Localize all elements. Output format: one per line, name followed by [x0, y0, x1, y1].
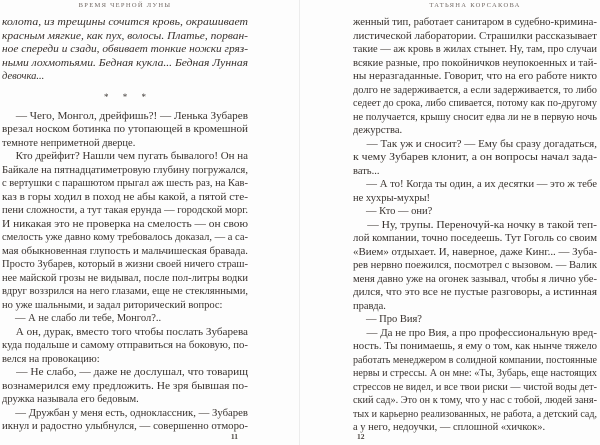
- text-line: красным мягкие, как пух, волосы. Платье, порван-: [2, 30, 249, 42]
- text-line: дился, что это все не пустые разговоры, а истинная: [353, 287, 597, 298]
- text-line: Байкале на пятнадцатиметровую глубину погружался,: [2, 164, 249, 176]
- paragraph: [2, 312, 248, 326]
- text-line: вдруг воззрился на него глазами, еще не стеклянными,: [2, 286, 249, 297]
- text-line: — Так уж и сносит? — Ему бы сразу догадаться,: [366, 138, 597, 150]
- text-line: ны неразгаданные. Говорит, что на его работе никто: [353, 71, 597, 82]
- section-break: * * *: [104, 91, 152, 102]
- page-gutter-divider: [299, 0, 300, 445]
- text-line: девочка...: [2, 71, 45, 82]
- right-page-text: [353, 16, 597, 435]
- text-line: лой компании, точно поседеешь. Тут Гоголь со своим: [353, 233, 597, 244]
- text-line: долго не задерживается, а если задерживается, то либо: [353, 84, 597, 96]
- paragraph: [353, 178, 597, 205]
- text-line: тых и карьерно реализованных, не работа, а детский сад,: [353, 408, 597, 420]
- text-line: мая обыкновенная глупость и мальчишеская бравада.: [2, 245, 248, 257]
- text-line: правда.: [353, 300, 386, 312]
- right-page: [353, 0, 597, 445]
- text-line: темноте неприметной дверце.: [2, 137, 136, 149]
- running-header-book-title: ВРЕМЯ ЧЕРНОЙ ЛУНЫ: [78, 2, 172, 9]
- text-line: — Чего, Монгол, дрейфишь?! — Ленька Зубарев: [15, 110, 249, 122]
- paragraph: [353, 219, 597, 314]
- text-line: но уже шальными, и задал риторический вопрос:: [2, 299, 223, 311]
- text-line: велся на провокацию:: [2, 353, 100, 365]
- text-line: дружка называла его бедовым.: [2, 394, 139, 405]
- paragraph: [2, 150, 248, 312]
- text-line: Кто дрейфит? Нашли чем пугать бывалого! Он на: [15, 151, 248, 162]
- left-page: [2, 0, 248, 445]
- text-line: не получается, крышу сносит едва ли не в первую ночь: [353, 111, 597, 123]
- text-line: такие — аж кровь в жилах стынет. Ну, там, про случаи: [353, 44, 597, 55]
- left-page-text: [2, 16, 248, 434]
- text-line: нервы и стрессы. А он мне: «Ты, Зубарь, еще настоящих: [353, 368, 597, 379]
- page-number: 11: [230, 432, 238, 441]
- text-line: — Ну, трупы. Переночуй-ка ночку в такой теп-: [367, 219, 597, 231]
- text-line: «Вием» отдыхает. И, наверное, даже Кинг... — Зуба-: [353, 246, 597, 258]
- text-line: нее майской грозы не видывал, после пол-литры водки: [2, 272, 248, 284]
- text-line: — Не слабо, — даже не дослушал, что товарищ: [16, 367, 248, 378]
- paragraph: [2, 407, 248, 434]
- paragraph: [353, 16, 597, 138]
- text-line: ность. Ты понимаешь, я ему о том, как нынче тяжело: [353, 341, 597, 352]
- text-line: рев нервно поежился, посмотрел с вызовом. — Валик: [353, 260, 597, 271]
- paragraph: [353, 313, 597, 327]
- text-line: женный тип, работает санитаром в судебно-кримина-: [353, 17, 597, 28]
- text-line: вознамерился ему предложить. Не зря бывшая по-: [2, 380, 249, 392]
- text-line: работать менеджером в солидной компании, постоянные: [353, 354, 597, 366]
- text-line: смелость уже давно кому требовалось доказал, — а са-: [2, 232, 248, 243]
- text-line: икнул и радостно улыбнулся, — совершенно отморо-: [2, 421, 248, 432]
- text-line: Просто Зубарев, который в жизни своей ничего страш-: [2, 259, 248, 270]
- running-header-author-name: ТАТЬЯНА КОРСАКОВА: [429, 2, 521, 9]
- text-line: — Про Вия?: [366, 314, 422, 325]
- paragraph: [2, 16, 248, 84]
- text-line: меня давно уже на огонек зазывал, чтобы я лично убе-: [353, 273, 597, 285]
- text-line: седеет до срока, либо спивается, потому как по-другому: [353, 98, 597, 109]
- paragraph: [2, 366, 248, 407]
- text-line: — Дружбан у меня есть, одноклассник, — Зубарев: [15, 407, 249, 419]
- text-line: пени сложности, а тут такая ерунда — городской морг.: [2, 205, 248, 216]
- text-line: — А то! Когда ты один, а их десятки — это ж тебе: [366, 179, 597, 190]
- text-line: с вертушки с парашютом прыгал аж шесть раз, на Кав-: [2, 178, 248, 189]
- text-line: — Да не про Вия, а про профессиональную вред-: [366, 327, 597, 339]
- paragraph: [353, 327, 597, 435]
- text-line: ное спереди и сзади, обвивает тонкие ножки гряз-: [2, 44, 249, 55]
- paragraph: [2, 326, 248, 367]
- text-line: А он, дурак, вместо того чтобы послать Зубарева: [15, 326, 249, 338]
- text-line: стрессов не видел, и все твои риски — чистой воды дет-: [353, 381, 597, 393]
- page-number: 12: [357, 432, 365, 441]
- paragraph: [353, 138, 597, 179]
- text-line: к чему Зубарев клонит, а он вопросы начал зада-: [353, 152, 597, 163]
- text-line: врезал носком ботинка по утопающей в кромешной: [2, 124, 248, 135]
- text-line: а у него, недоучки, — сплошной «хичкок».: [353, 422, 546, 433]
- text-line: всякие разные, про покойничков неупокоенных и тай-: [353, 57, 597, 69]
- text-line: — Кто — они?: [366, 206, 433, 217]
- paragraph: [2, 110, 248, 151]
- text-line: вать...: [353, 165, 380, 177]
- text-line: И никакая это не проверка на смелость — он свою: [2, 218, 248, 230]
- text-line: каз в горы ходил в поход не абы какой, а пятой сте-: [2, 191, 248, 203]
- text-line: ными лохмотьями. Бедная кукла... Бедная Лунная: [2, 57, 248, 69]
- paragraph: [353, 205, 597, 219]
- text-line: колота, из трещины сочится кровь, окрашивает: [2, 17, 248, 28]
- text-line: куда подальше и самому отправиться на боковую, по-: [2, 340, 249, 351]
- text-line: не хухры-мухры!: [353, 192, 431, 204]
- text-line: листической лаборатории. Страшилки рассказывает: [353, 30, 597, 42]
- text-line: дежурства.: [353, 125, 403, 136]
- text-line: ский сад». Это он к тому, что у нас с тобой, людей заня-: [353, 395, 597, 406]
- text-line: — А не слабо ли тебе, Монгол?..: [15, 313, 162, 324]
